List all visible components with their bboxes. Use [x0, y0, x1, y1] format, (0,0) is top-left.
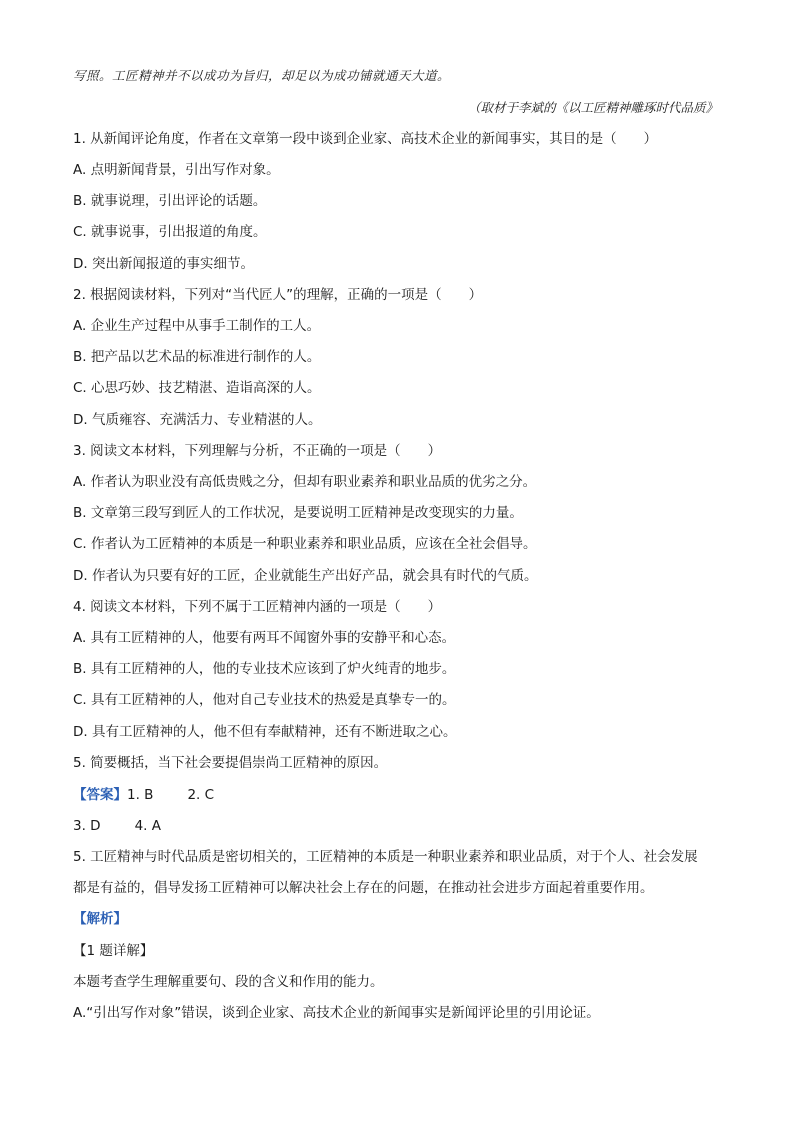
question-3-option-b: B. 文章第三段写到匠人的工作状况，是要说明工匠精神是改变现实的力量。: [73, 505, 523, 521]
question-1-option-a: A. 点明新闻背景，引出写作对象。: [73, 162, 280, 178]
question-2-option-d: D. 气质雍容、充满活力、专业精湛的人。: [73, 412, 322, 428]
question-1-option-d: D. 突出新闻报道的事实细节。: [73, 256, 254, 272]
answer-3: 3. D: [73, 818, 101, 834]
answer-2: 2. C: [187, 787, 215, 803]
passage-source: （取材于李斌的《以工匠精神雕琢时代品质》: [467, 100, 718, 115]
answer-4: 4. A: [134, 818, 161, 834]
passage-closing-line: 写照。工匠精神并不以成功为旨归，却足以为成功铺就通天大道。: [73, 68, 451, 83]
analysis-line-1: 本题考查学生理解重要句、段的含义和作用的能力。: [73, 974, 384, 990]
question-4-option-a: A. 具有工匠精神的人，他要有两耳不闻窗外事的安静平和心态。: [73, 630, 456, 646]
question-5-stem: 5. 简要概括，当下社会要提倡崇尚工匠精神的原因。: [73, 755, 388, 771]
question-1-stem: 1. 从新闻评论角度，作者在文章第一段中谈到企业家、高技术企业的新闻事实，其目的是（ ）: [73, 131, 658, 147]
question-4-option-d: D. 具有工匠精神的人，他不但有奉献精神，还有不断进取之心。: [73, 724, 457, 740]
question-4-stem: 4. 阅读文本材料，下列不属于工匠精神内涵的一项是（ ）: [73, 599, 442, 615]
question-3-option-c: C. 作者认为工匠精神的本质是一种职业素养和职业品质，应该在全社会倡导。: [73, 536, 537, 552]
answer-5-line-2: 都是有益的，倡导发扬工匠精神可以解决社会上存在的问题，在推动社会进步方面起着重要作用。: [73, 880, 654, 896]
question-2-option-b: B. 把产品以艺术品的标准进行制作的人。: [73, 349, 321, 365]
question-3-option-a: A. 作者认为职业没有高低贵贱之分，但却有职业素养和职业品质的优劣之分。: [73, 474, 537, 490]
question-3-option-d: D. 作者认为只要有好的工匠，企业就能生产出好产品，就会具有时代的气质。: [73, 568, 538, 584]
question-2-option-c: C. 心思巧妙、技艺精湛、造诣高深的人。: [73, 380, 321, 396]
analysis-line-2: A.“引出写作对象”错误，谈到企业家、高技术企业的新闻事实是新闻评论里的引用论证。: [73, 1005, 600, 1021]
question-1-option-c: C. 就事说事，引出报道的角度。: [73, 224, 267, 240]
analysis-heading: 【1 题详解】: [73, 943, 154, 959]
question-2-option-a: A. 企业生产过程中从事手工制作的工人。: [73, 318, 321, 334]
answer-5-line-1: 5. 工匠精神与时代品质是密切相关的，工匠精神的本质是一种职业素养和职业品质，对于个人、社会发展: [73, 849, 698, 865]
answer-row-2: [73, 816, 161, 836]
question-3-stem: 3. 阅读文本材料，下列理解与分析，不正确的一项是（ ）: [73, 443, 442, 459]
answer-tag: 【答案】: [73, 787, 127, 803]
answer-row-1: [73, 785, 214, 805]
question-4-option-b: B. 具有工匠精神的人，他的专业技术应该到了炉火纯青的地步。: [73, 661, 456, 677]
question-1-option-b: B. 就事说理，引出评论的话题。: [73, 193, 267, 209]
analysis-tag: 【解析】: [73, 911, 127, 927]
answer-1: 1. B: [127, 787, 154, 803]
question-2-stem: 2. 根据阅读材料，下列对“当代匠人”的理解，正确的一项是（ ）: [73, 287, 483, 303]
question-4-option-c: C. 具有工匠精神的人，他对自己专业技术的热爱是真挚专一的。: [73, 692, 456, 708]
